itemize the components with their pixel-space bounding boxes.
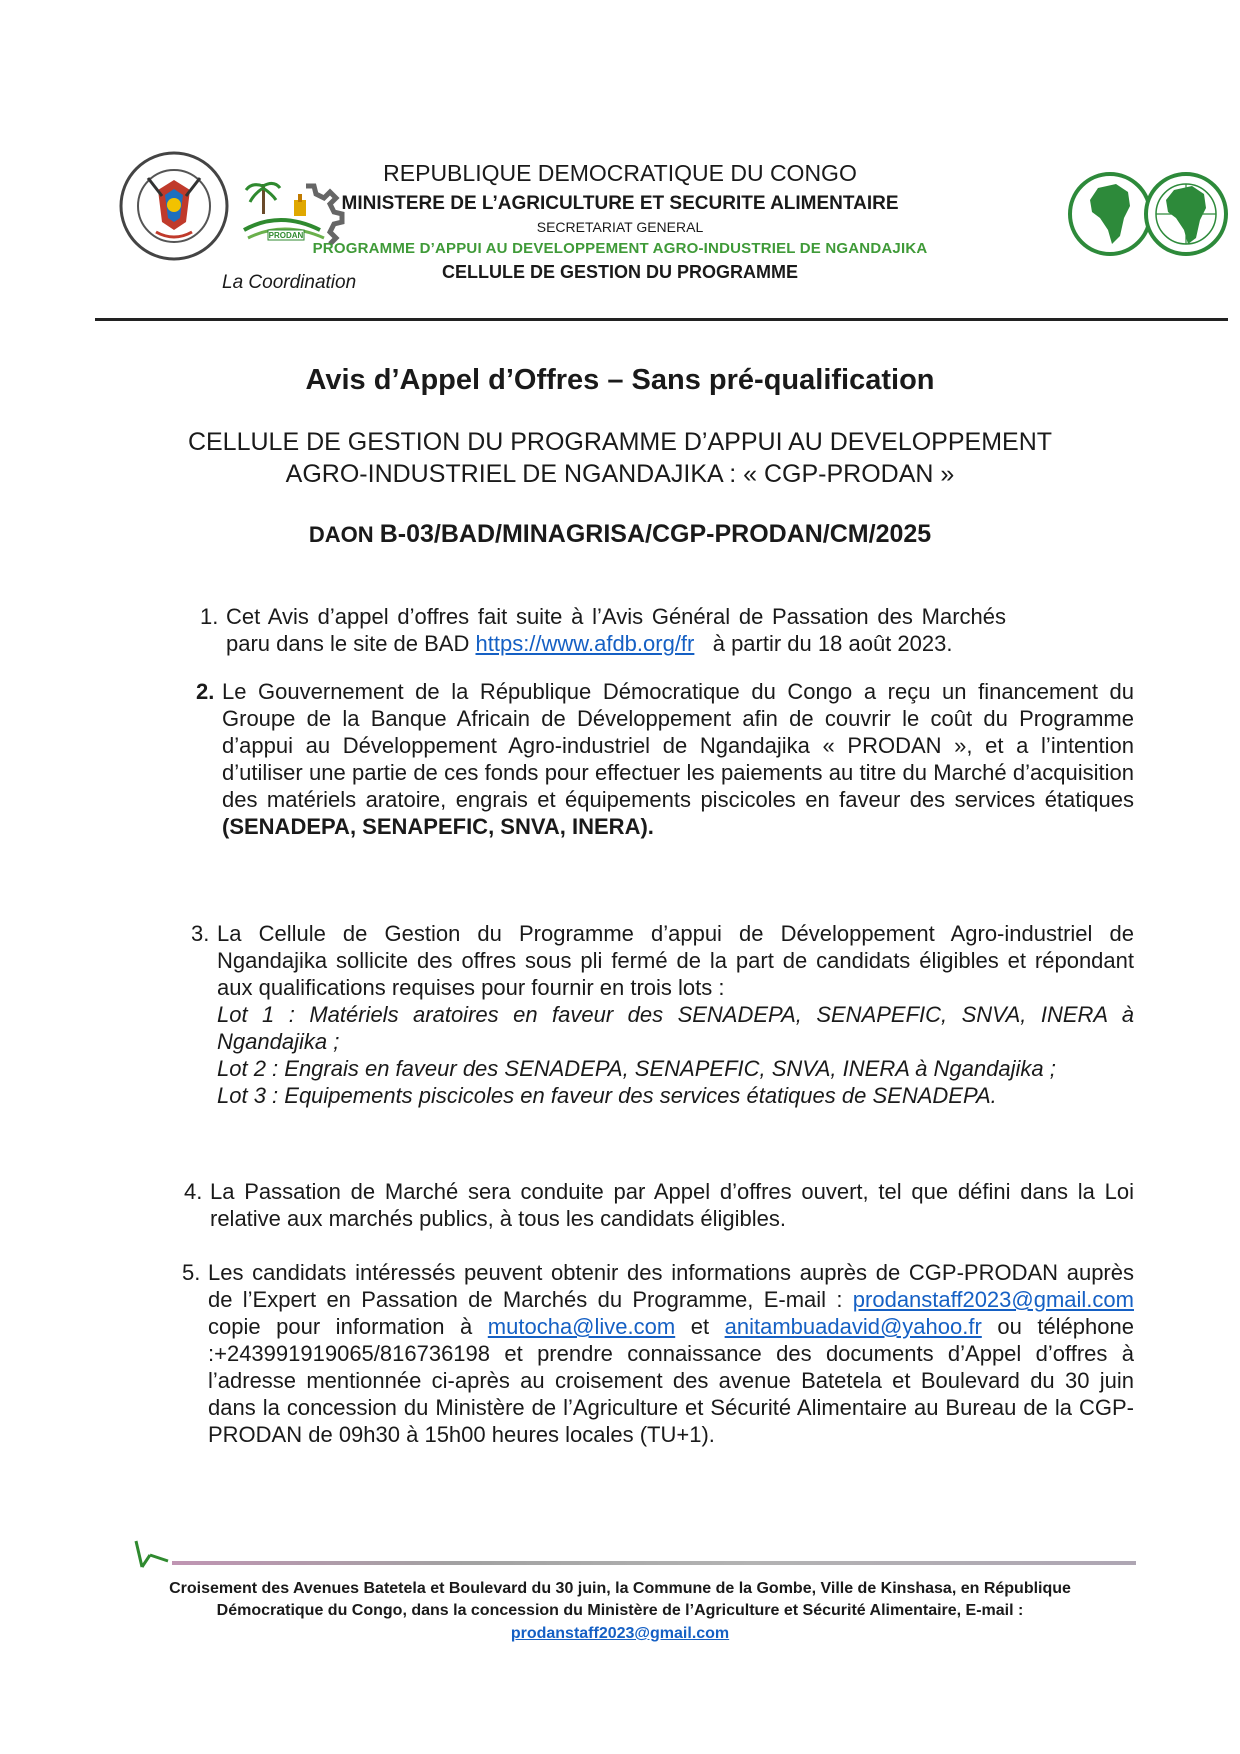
paragraph-1 [200, 603, 1006, 657]
header-divider [95, 318, 1228, 321]
reference-code: B-03/BAD/MINAGRISA/CGP-PRODAN/CM/2025 [379, 520, 932, 548]
paragraph-text: La Cellule de Gestion du Programme d’appui de Développement Agro-industriel de Ngandajika sollicite des offres sous pli fermé de la part de candidats éligibles et répondant aux qualifications requises pour fournir en trois lots : [217, 921, 1134, 1000]
lot-1: Lot 1 : Matériels aratoires en faveur des SENADEPA, SENAPEFIC, SNVA, INERA à Ngandajika ; [217, 1002, 1134, 1054]
paragraph-text: Les candidats intéressés peuvent obtenir des informations auprès de CGP-PRODAN auprès de l’Expert en Passation de Marchés du Programme, E-mail : [208, 1260, 1134, 1312]
subtitle-line-2: AGRO-INDUSTRIEL DE NGANDAJIKA : « CGP-PRODAN » [285, 460, 955, 488]
paragraph-text: copie pour information à [208, 1314, 473, 1339]
footer-divider [172, 1561, 1136, 1565]
email-link-prodanstaff[interactable]: prodanstaff2023@gmail.com [852, 1287, 1134, 1312]
paragraph-3 [191, 920, 1134, 1109]
footer-address-line-2: Démocratique du Congo, dans la concession du Ministère de l’Agriculture et Sécurité Alimentaire, E-mail : [216, 1602, 1024, 1619]
header-secretariat: SECRETARIAT GENERAL [536, 219, 704, 235]
header-cell: CELLULE DE GESTION DU PROGRAMME [441, 262, 798, 282]
footer-email-link[interactable]: prodanstaff2023@gmail.com [510, 1625, 730, 1642]
subtitle-line-1: CELLULE DE GESTION DU PROGRAMME D’APPUI AU DEVELOPPEMENT [187, 428, 1053, 456]
svg-text:PRODAN: PRODAN [268, 231, 304, 240]
header-country: REPUBLIQUE DEMOCRATIQUE DU CONGO [383, 160, 857, 186]
lot-2: Lot 2 : Engrais en faveur des SENADEPA, SENAPEFIC, SNVA, INERA à Ngandajika ; [217, 1056, 1056, 1081]
paragraph-5 [182, 1259, 1134, 1448]
header-programme: PROGRAMME D’APPUI AU DEVELOPPEMENT AGRO-INDUSTRIEL DE NGANDAJIKA [312, 240, 928, 257]
coordination-label: La Coordination [222, 272, 357, 293]
paragraph-text: et [690, 1314, 710, 1339]
initials-mark-icon [128, 1537, 176, 1577]
reference-prefix: DAON [308, 522, 374, 547]
paragraph-2 [196, 678, 1134, 840]
paragraph-text: Cet Avis d’appel d’offres fait suite à l’Avis Général de Passation des Marchés paru dans le site de BAD [226, 604, 1006, 656]
footer-address-line-1: Croisement des Avenues Batetela et Boulevard du 30 juin, la Commune de la Gombe, Ville de Kinshasa, en République [169, 1580, 1071, 1597]
paragraph-number: 1. [200, 604, 219, 629]
paragraph-number: 5. [182, 1260, 201, 1285]
paragraph-4 [184, 1178, 1134, 1232]
paragraph-text: La Passation de Marché sera conduite par Appel d’offres ouvert, tel que défini dans la Loi relative aux marchés publics, à tous les candidats éligibles. [210, 1179, 1134, 1231]
header-ministry: MINISTERE DE L’AGRICULTURE ET SECURITE ALIMENTAIRE [341, 193, 899, 214]
reference-number [0, 520, 1240, 549]
paragraph-text: à partir du 18 août 2023. [712, 631, 953, 656]
paragraph-text: ou téléphone :+243991919065/816736198 et prendre connaissance des documents d’Appel d’offres à l’adresse mentionnée ci-après au croisement des avenue Batetela et Boulevard du 30 juin dans la concession du Ministère de l’Agriculture et Sécurité Alimentaire au Bureau de la CGP-PRODAN de 09h30 à 15h00 heures locales (TU+1). [208, 1314, 1134, 1447]
paragraph-number: 2. [196, 679, 215, 704]
email-link-anitambuadavid[interactable]: anitambuadavid@yahoo.fr [724, 1314, 982, 1339]
email-link-mutocha[interactable]: mutocha@live.com [487, 1314, 676, 1339]
paragraph-text: Le Gouvernement de la République Démocratique du Congo a reçu un financement du Groupe de la Banque Africain de Développement afin de couvrir le coût du Programme d’appui au Développement Agro-industriel de Ngandajika « PRODAN », et a l’intention d’utiliser une partie de ces fonds pour effectuer les paiements au titre du Marché d’acquisition des matériels aratoire, engrais et équipements piscicoles en faveur des services étatiques [222, 679, 1134, 812]
paragraph-number: 4. [184, 1179, 203, 1204]
lot-3: Lot 3 : Equipements piscicoles en faveur des services étatiques de SENADEPA. [217, 1083, 997, 1108]
paragraph-number: 3. [191, 921, 210, 946]
page-title: Avis d’Appel d’Offres – Sans pré-qualification [305, 364, 935, 396]
afdb-website-link[interactable]: https://www.afdb.org/fr [475, 631, 695, 656]
footer-email [0, 1625, 1240, 1643]
beneficiaries-text: (SENADEPA, SENAPEFIC, SNVA, INERA). [222, 814, 654, 839]
